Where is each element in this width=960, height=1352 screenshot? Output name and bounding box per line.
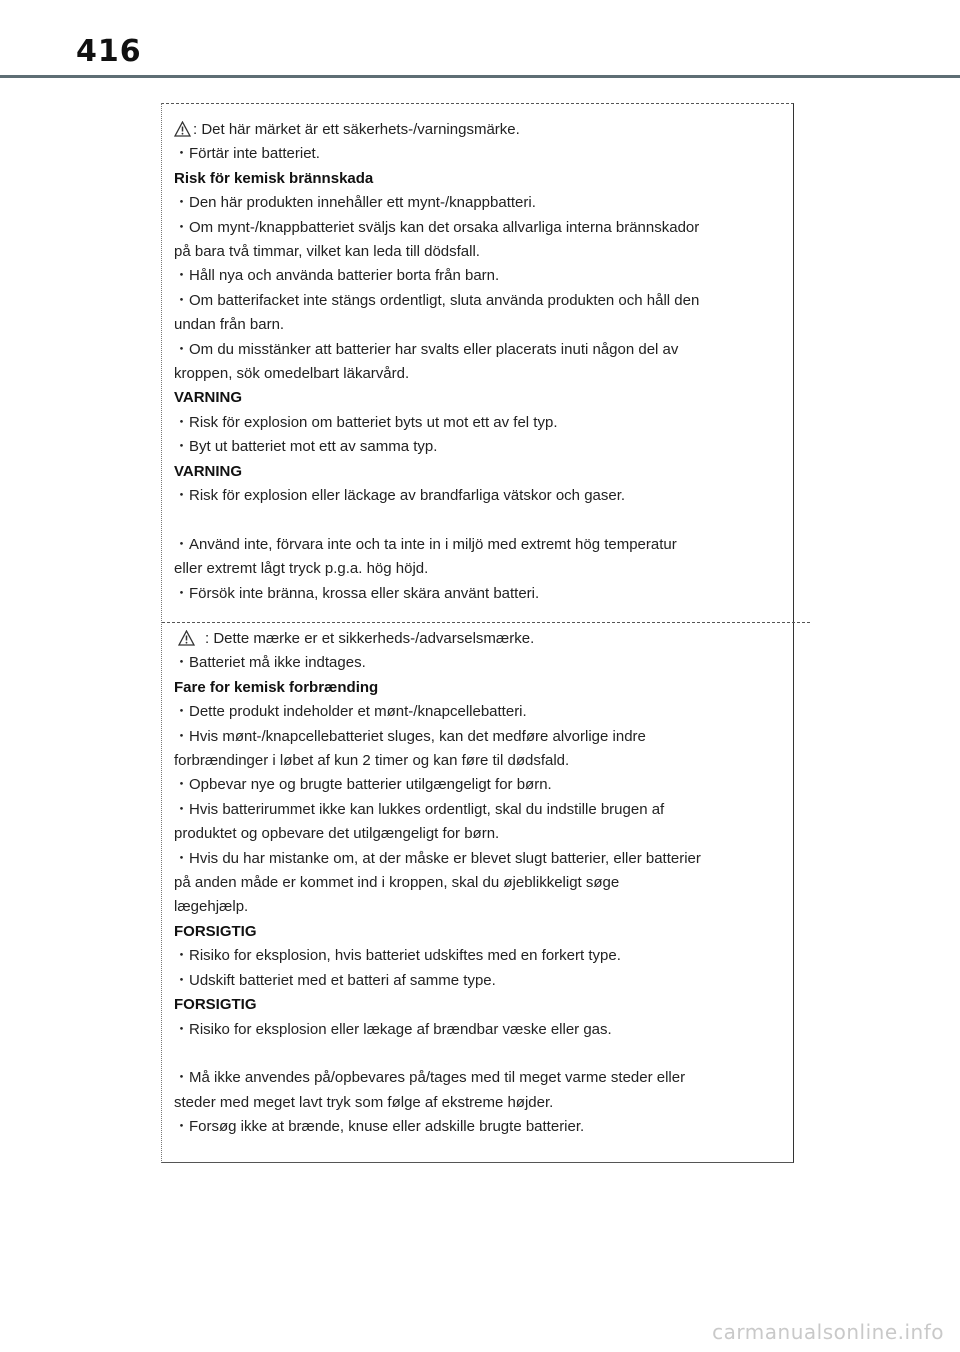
warning-text-line: ・Den här produkten innehåller ett mynt-/knappbatteri. bbox=[174, 194, 536, 212]
warning-text-line: ・Använd inte, förvara inte och ta inte in i miljö med extremt hög temperatur bbox=[174, 535, 677, 553]
warning-text-line: kroppen, sök omedelbart läkarvård. bbox=[174, 365, 410, 383]
warning-text-line: steder med meget lavt tryk som følge af ekstreme højder. bbox=[174, 1093, 554, 1111]
warning-text-line: ・Hvis mønt-/knapcellebatteriet sluges, kan det medføre alvorlige indre bbox=[174, 727, 646, 745]
warning-text-line: undan från barn. bbox=[174, 316, 285, 334]
warning-text-line: ・Må ikke anvendes på/opbevares på/tages med til meget varme steder eller bbox=[174, 1069, 686, 1087]
warning-heading: Fare for kemisk forbrænding bbox=[174, 678, 379, 696]
section-divider bbox=[162, 622, 810, 623]
warning-heading: FORSIGTIG bbox=[174, 922, 257, 940]
swedish-title-line bbox=[174, 118, 780, 142]
header-divider bbox=[0, 75, 960, 78]
warning-text-line: ・Om batterifacket inte stängs ordentligt, sluta använda produkten och håll den bbox=[174, 291, 700, 309]
blank-line bbox=[174, 509, 780, 533]
battery-warning-label bbox=[161, 103, 794, 1163]
warning-text-line: ・Byt ut batteriet mot ett av samma typ. bbox=[174, 438, 438, 456]
warning-text-line: ・Opbevar nye og brugte batterier utilgængeligt for børn. bbox=[174, 776, 552, 794]
watermark: carmanualsonline.info bbox=[712, 1320, 944, 1344]
warning-text-line: på anden måde er kommet ind i kroppen, skal du øjeblikkeligt søge bbox=[174, 874, 620, 892]
warning-text-line: ・Hvis du har mistanke om, at der måske er blevet slugt batterier, eller batterier bbox=[174, 849, 701, 867]
page-number: 416 bbox=[76, 34, 142, 69]
warning-triangle-icon bbox=[174, 121, 191, 137]
swedish-warning-section bbox=[174, 118, 780, 606]
blank-line bbox=[174, 1042, 780, 1066]
warning-text-line: ・Batteriet må ikke indtages. bbox=[174, 654, 366, 672]
warning-heading: VARNING bbox=[174, 389, 243, 407]
warning-triangle-icon bbox=[178, 630, 195, 646]
swedish-title-text: : Det här märket är ett säkerhets-/varningsmärke. bbox=[193, 121, 520, 138]
warning-text-line: forbrændinger i løbet af kun 2 timer og kan føre til dødsfald. bbox=[174, 752, 570, 770]
warning-text-line: ・Risiko for eksplosion eller lækage af brændbar væske eller gas. bbox=[174, 1020, 612, 1038]
warning-text-line: ・Risiko for eksplosion, hvis batteriet udskiftes med en forkert type. bbox=[174, 947, 621, 965]
warning-text-line: ・Hvis batterirummet ikke kan lukkes ordentligt, skal du indstille brugen af bbox=[174, 800, 665, 818]
warning-text-line: ・Forsøg ikke at brænde, knuse eller adskille brugte batterier. bbox=[174, 1118, 585, 1136]
warning-text-line: eller extremt lågt tryck p.g.a. hög höjd. bbox=[174, 560, 429, 578]
warning-text-line: produktet og opbevare det utilgængeligt for børn. bbox=[174, 825, 500, 843]
danish-title-text: : Dette mærke er et sikkerheds-/advarselsmærke. bbox=[205, 630, 535, 647]
warning-text-line: ・Om du misstänker att batterier har svalts eller placerats inuti någon del av bbox=[174, 340, 679, 358]
warning-text-line: ・Förtär inte batteriet. bbox=[174, 145, 320, 163]
warning-text-line: ・Risk för explosion om batteriet byts ut mot ett av fel typ. bbox=[174, 413, 558, 431]
warning-text-line: lægehjælp. bbox=[174, 898, 249, 916]
warning-text-line: ・Om mynt-/knappbatteriet sväljs kan det orsaka allvarliga interna brännskador bbox=[174, 218, 700, 236]
danish-title-line bbox=[174, 627, 780, 651]
warning-text-line: ・Risk för explosion eller läckage av brandfarliga vätskor och gaser. bbox=[174, 487, 626, 505]
warning-text-line: ・Håll nya och använda batterier borta från barn. bbox=[174, 267, 500, 285]
warning-text-line: ・Udskift batteriet med et batteri af samme type. bbox=[174, 971, 496, 989]
warning-text-line: på bara två timmar, vilket kan leda till dödsfall. bbox=[174, 243, 480, 261]
warning-text-line: ・Försök inte bränna, krossa eller skära använt batteri. bbox=[174, 584, 540, 602]
warning-heading: Risk för kemisk brännskada bbox=[174, 169, 374, 187]
warning-text-line: ・Dette produkt indeholder et mønt-/knapcellebatteri. bbox=[174, 703, 527, 721]
danish-warning-section bbox=[174, 627, 780, 1140]
warning-heading: FORSIGTIG bbox=[174, 996, 257, 1014]
warning-heading: VARNING bbox=[174, 462, 243, 480]
